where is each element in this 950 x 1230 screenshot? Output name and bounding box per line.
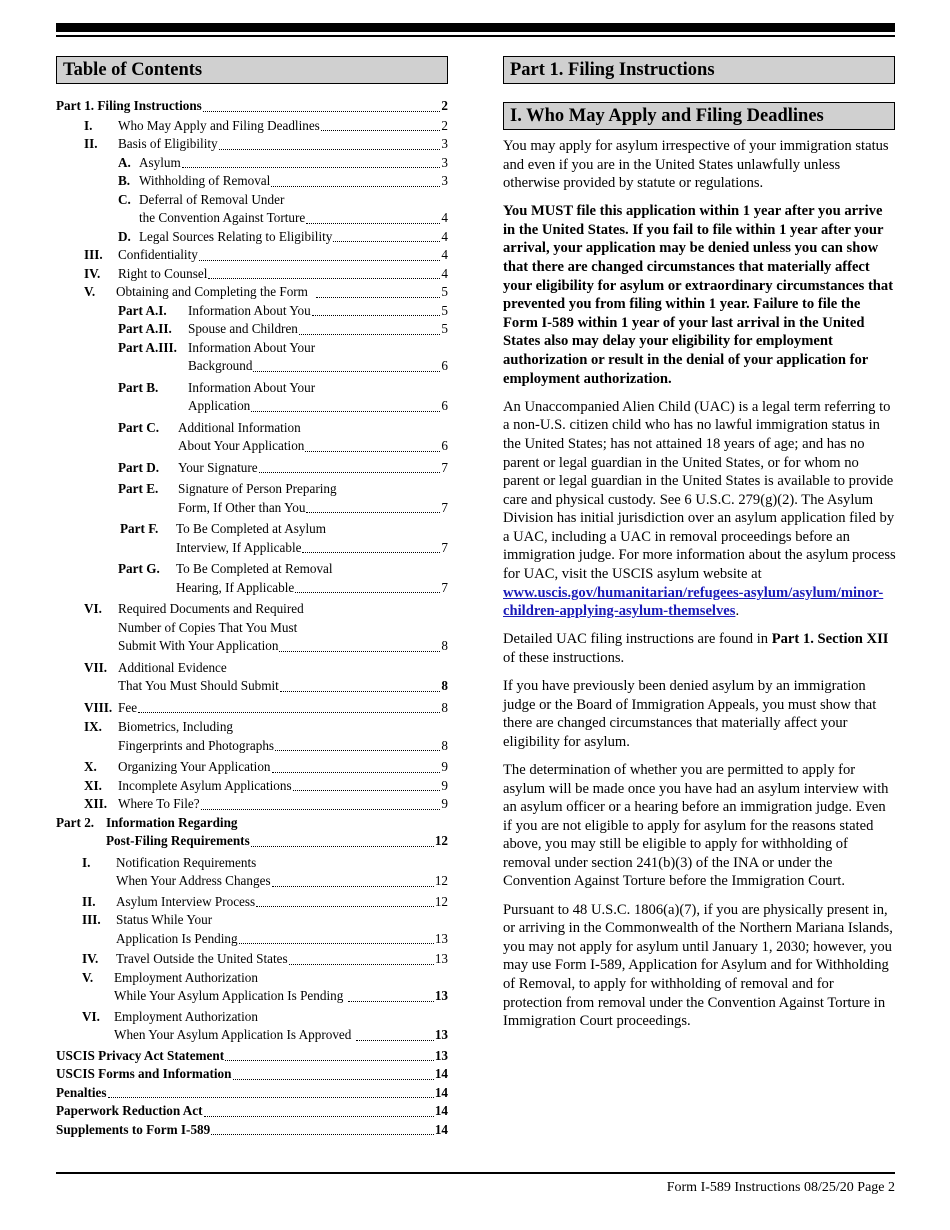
toc-label: Information About You [188,302,311,318]
toc-entry[interactable] [56,659,448,696]
toc-num: VI. [82,1008,100,1024]
toc-num: Part A.III. [118,339,177,355]
toc-page: 5 [441,321,448,336]
toc-num: III. [84,247,103,262]
toc-label: Where To File? [118,796,200,811]
top-rule-thick [56,23,895,32]
toc-label-line: Additional Evidence [118,659,227,675]
toc-num: Part A.I. [118,302,167,318]
toc-label: Background [188,358,253,373]
toc-label: Withholding of Removal [139,173,271,188]
toc-entry[interactable] [56,911,448,948]
uac-paragraph [503,398,896,621]
toc-page: 14 [434,1066,448,1081]
toc-page: 4 [441,228,448,244]
toc-num: A. [118,154,131,170]
toc-entry[interactable] [56,718,448,755]
toc-page: 13 [434,1027,448,1042]
toc-entry[interactable] [56,265,448,284]
toc-page: 7 [441,499,448,515]
toc-page: 14 [434,1084,448,1100]
toc-label-line: Information About Your [188,339,316,355]
toc-label-line: Deferral of Removal Under [139,191,285,207]
toc-num: VI. [84,601,102,616]
toc-page: 8 [441,638,448,653]
toc-entry[interactable] [56,969,448,1006]
toc-label: Submit With Your Application [118,638,279,653]
toc-label-line: Number of Copies That You Must [118,619,298,635]
toc-label-line: Employment Authorization [114,1008,258,1024]
toc-entry[interactable] [56,339,448,376]
toc-entry[interactable] [56,814,448,851]
toc-heading: Table of Contents [56,56,448,84]
toc-label: Basis of Eligibility [118,136,218,151]
toc-page: 13 [434,930,448,946]
toc-num: XI. [84,777,102,793]
toc-page: 6 [441,358,448,373]
filing-instructions-body [503,137,896,1040]
toc-entry[interactable] [56,419,448,456]
toc-num: B. [118,173,131,188]
toc-num: Part E. [118,481,159,496]
toc-entry[interactable] [56,302,448,321]
toc-page: 13 [434,988,448,1003]
toc-entry[interactable] [56,154,448,173]
toc-entry[interactable] [56,1121,448,1140]
toc-label-line: To Be Completed at Asylum [176,521,326,536]
toc-num: Part D. [118,459,160,475]
toc-label: Spouse and Children [188,321,298,336]
toc-label: Fee [118,699,138,715]
toc-label-line: Biometrics, Including [118,719,234,734]
toc-num: Part A.II. [118,321,172,336]
toc-page: 8 [441,737,448,753]
text: Detailed UAC filing instructions are found in [503,631,772,648]
uac-text: An Unaccompanied Alien Child (UAC) is a legal term referring to a non-U.S. citizen child who has no lawful immigration status in the United States; has not attained 18 years of age; and has no parent or legal guardian in the United States, or for whom no parent or legal guardian in the United States is available to provide care and physical custody. See 6 U.S.C. 279(g)(2). The Asylum Division has initial jurisdiction over an asylum application filed by a UAC, including a UAC in removal proceedings before an immigration judge. For more information about the asylum process for UAC, visit the USCIS asylum website at [503,398,896,583]
period: . [735,603,740,620]
toc-num: D. [118,228,131,244]
toc-entry[interactable] [56,228,448,247]
toc-entry[interactable] [56,854,448,891]
toc-label: When Your Address Changes [116,873,271,888]
toc-num: Part F. [120,521,159,536]
toc-num: XII. [84,796,108,811]
toc-page: 2 [441,117,448,133]
toc-label: While Your Asylum Application Is Pending [114,988,344,1003]
toc-label: Travel Outside the United States [116,951,288,966]
toc-page: 14 [434,1103,448,1118]
toc-entry[interactable] [56,795,448,814]
toc-num: IV. [84,265,101,281]
toc-label: Confidentiality [118,247,198,262]
paragraph: You may apply for asylum irrespective of your immigration status and even if you are in the United States unlawfully unless otherwise provided by statute or regulations. [503,138,889,192]
toc-label: Right to Counsel [118,265,208,281]
toc-label: Asylum Interview Process [116,893,256,909]
toc-page: 7 [441,579,448,595]
toc-label-line: Status While Your [116,912,213,927]
toc-label: When Your Asylum Application Is Approved [114,1027,352,1042]
toc-num: X. [84,759,97,774]
toc-page: 4 [441,210,448,225]
toc-entry[interactable] [56,699,448,718]
toc-label: Your Signature [178,459,258,475]
toc-page: 8 [441,699,448,715]
toc-label: Organizing Your Application [118,759,271,774]
toc-num: I. [82,854,91,870]
toc-label-line: Signature of Person Preparing [178,481,337,496]
toc-label-line: To Be Completed at Removal [176,561,333,576]
toc-label-line: Information About Your [188,379,316,395]
toc-page: 7 [441,539,448,555]
toc-entry[interactable] [56,520,448,557]
toc-label: Form, If Other than You [178,499,306,515]
section-heading: I. Who May Apply and Filing Deadlines [503,102,895,130]
toc-entry[interactable] [56,777,448,796]
toc-entry[interactable] [56,600,448,656]
toc-label-line: Notification Requirements [116,854,257,870]
toc-label-line: Employment Authorization [114,969,258,985]
toc-entry[interactable] [56,459,448,478]
toc-num: I. [84,117,93,133]
top-rule-thin [56,35,895,37]
uscis-asylum-link[interactable]: www.uscis.gov/humanitarian/refugees-asylum/asylum/minor-children-applying-asylum-themselves [503,584,884,620]
toc-entry[interactable] [56,379,448,416]
toc-entry[interactable] [56,893,448,912]
toc-label: USCIS Privacy Act Statement [56,1047,225,1063]
toc-num: II. [82,893,96,909]
toc-page: 9 [441,796,448,811]
toc-entry[interactable] [56,950,448,969]
page-footer: Form I-589 Instructions 08/25/20 Page 2 [666,1180,895,1195]
toc-entry[interactable] [56,1065,448,1084]
toc-num: IX. [84,719,102,734]
toc-page: 6 [441,398,448,413]
toc-label: Incomplete Asylum Applications [118,777,292,793]
toc-label: Penalties [56,1084,107,1100]
toc-num: V. [84,284,96,299]
toc-label: That You Must Should Submit [118,678,279,693]
toc-num: V. [82,969,94,985]
deadline-paragraph: You MUST file this application within 1 year after you arrive in the United States. If you fail to file within 1 year after your arrival, your application may be denied unless you can show that there are changed circumstances that materially affect your eligibility for asylum or extraordinary circumstances that prevented you from filing within 1 year. Failure to file the Form I-589 within 1 year of your last arrival in the United States also may delay your eligibility for employment authorization or result in the denial of your application for employment authorization. [503,203,894,387]
toc-num: II. [84,136,98,151]
toc-entry[interactable] [56,1084,448,1103]
text: of these instructions. [503,649,625,666]
toc-num: Part 2. [56,814,95,830]
toc-page: 6 [441,438,448,453]
paragraph: The determination of whether you are permitted to apply for asylum will be made once you have had an asylum interview with an asylum officer or a hearing before an immigration judge. Even if you are not eligible to apply for asylum for the reasons stated above, you may still be eligible to apply for withholding of removal under section 241(b)(3) of the INA or under the Convention Against Torture before the Immigration Court. [503,761,889,890]
toc-label: Hearing, If Applicable [176,579,295,595]
toc-entry[interactable] [56,560,448,597]
toc-entry[interactable] [56,1102,448,1121]
toc-page: 12 [434,873,448,888]
table-of-contents [56,97,448,1139]
toc-entry[interactable] [56,172,448,191]
toc-label: Post-Filing Requirements [106,833,250,848]
toc-label: Paperwork Reduction Act [56,1103,203,1118]
toc-label: Fingerprints and Photographs [118,737,275,753]
toc-label: Obtaining and Completing the Form [116,284,308,299]
toc-entry[interactable] [56,97,448,116]
toc-entry[interactable] [56,1008,448,1045]
section-reference: Part 1. Section XII [771,631,889,648]
toc-label: Supplements to Form I-589 [56,1121,211,1137]
toc-page: 12 [434,893,448,909]
toc-num: III. [82,912,101,927]
bottom-rule [56,1172,895,1174]
toc-page: 7 [441,459,448,475]
toc-entry[interactable] [56,191,448,228]
toc-label: USCIS Forms and Information [56,1066,232,1081]
toc-page: 5 [441,302,448,318]
toc-label: Application [188,398,251,413]
toc-page: 12 [434,833,448,848]
toc-label: Part 1. Filing Instructions [56,98,202,113]
toc-page: 9 [441,759,448,774]
toc-entry[interactable] [56,246,448,265]
toc-entry[interactable] [56,117,448,136]
uac-instructions-paragraph [503,630,896,667]
toc-label-line: Required Documents and Required [118,601,304,616]
toc-page: 13 [434,1047,448,1063]
toc-page: 3 [441,154,448,170]
toc-entry[interactable] [56,320,448,339]
toc-label: Who May Apply and Filing Deadlines [118,117,320,133]
toc-num: Part G. [118,561,160,576]
toc-label: Asylum [139,154,181,170]
toc-num: VIII. [84,699,113,715]
toc-label: About Your Application [178,438,305,453]
toc-entry[interactable] [56,1047,448,1066]
toc-page: 5 [441,284,448,299]
toc-entry[interactable] [56,283,448,302]
toc-num: C. [118,191,131,207]
toc-label: the Convention Against Torture [139,210,306,225]
toc-page: 4 [441,247,448,262]
toc-page: 2 [441,98,448,113]
part1-heading: Part 1. Filing Instructions [503,56,895,84]
paragraph: If you have previously been denied asylum by an immigration judge or the Board of Immigration Appeals, you must show that there are changed circumstances that materially affect your eligibility for asylum. [503,678,877,750]
toc-num: VII. [84,659,108,675]
toc-label: Interview, If Applicable [176,539,302,555]
toc-label-line: Additional Information [178,419,301,435]
toc-page: 14 [434,1121,448,1137]
toc-page: 4 [441,265,448,281]
toc-num: Part C. [118,419,160,435]
toc-num: IV. [82,951,99,966]
toc-label: Application Is Pending [116,930,238,946]
toc-page: 3 [441,136,448,151]
toc-page: 3 [441,173,448,188]
toc-entry[interactable] [56,758,448,777]
toc-page: 13 [434,951,448,966]
paragraph: Pursuant to 48 U.S.C. 1806(a)(7), if you are physically present in, or arriving in the Commonwealth of the Northern Mariana Islands, you may not apply for asylum until January 1, 2030; however, you may use Form I-589, Application for Asylum and for Withholding of Removal, to apply for withholding of removal and for protection from removal under the Convention Against Torture in Immigration Court proceedings. [503,901,893,1030]
toc-page: 9 [441,777,448,793]
toc-label: Legal Sources Relating to Eligibility [139,228,333,244]
toc-entry[interactable] [56,480,448,517]
toc-entry[interactable] [56,135,448,154]
toc-label-line: Information Regarding [106,814,238,830]
toc-num: Part B. [118,379,159,395]
toc-page: 8 [441,678,448,693]
